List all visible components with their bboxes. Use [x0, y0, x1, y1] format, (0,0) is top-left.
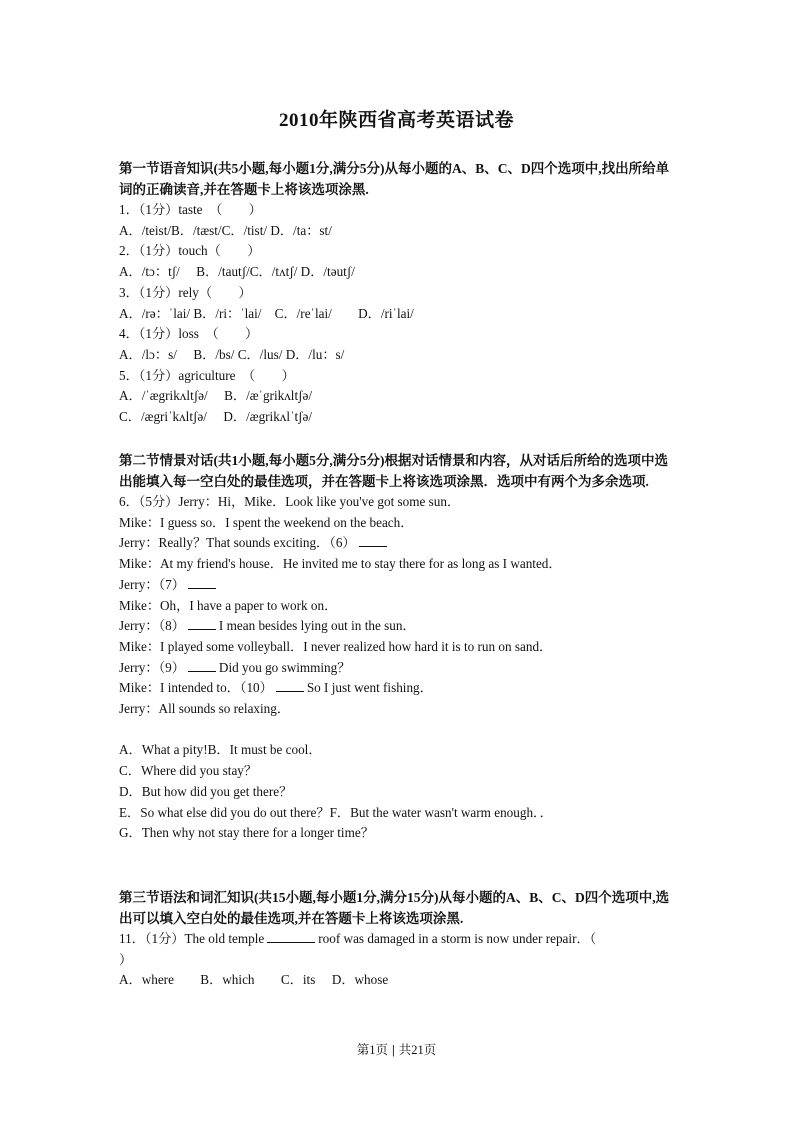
dialogue-text: Jerry：Really？That sounds exciting．（6） — [119, 535, 356, 551]
options-line: A．/tɔ：tʃ/ B．/tautʃ/C．/tʌtʃ/ D．/təutʃ/ — [119, 264, 355, 280]
question-text: roof was damaged in a storm is now under repair．（ — [318, 931, 597, 946]
dialogue-line: Mike：Oh，I have a paper to work on． — [119, 597, 338, 613]
options-line: A．What a pity!B．It must be cool． — [119, 742, 322, 758]
dialogue-line: Jerry：All sounds so relaxing． — [119, 701, 291, 717]
page-footer — [0, 1040, 793, 1058]
question-line: 3．（1分）rely（ ） — [119, 284, 252, 300]
answer-blank — [188, 616, 216, 630]
question-line: ） — [119, 951, 133, 967]
page-total: 共21页 — [398, 1043, 437, 1057]
page-number: 第1页 — [356, 1043, 388, 1057]
options-line: G．Then why not stay there for a longer time？ — [119, 825, 374, 841]
dialogue-text: I mean besides lying out in the sun． — [218, 618, 416, 634]
spacer — [119, 720, 679, 741]
dialogue-text: So I just went fishing． — [306, 680, 433, 696]
dialogue-line: Mike：I played some volleyball．I never realized how hard it is to run on sand． — [119, 638, 553, 654]
dialogue-line — [119, 533, 679, 554]
answer-blank — [276, 678, 304, 692]
question-line: 4．（1分）loss （ ） — [119, 326, 259, 342]
options-line: E．So what else did you do out there？F．But the water wasn't warm enough．． — [119, 804, 553, 820]
footer-separator: | — [391, 1043, 395, 1057]
dialogue-line — [119, 678, 679, 699]
options-line: C．/ægriˈkʌltʃə/ D．/ægrikʌlˈtʃə/ — [119, 409, 313, 425]
answer-blank — [267, 929, 315, 943]
question-text: 11．（1分）The old temple — [119, 931, 265, 946]
dialogue-line — [119, 616, 679, 637]
answer-blank — [188, 658, 216, 672]
page-title: 2010年陕西省高考英语试卷 — [278, 110, 514, 131]
options-line: A．/rə：ˈlai/ B．/ri：ˈlai/ C．/reˈlai/ D．/riˈlai/ — [119, 305, 414, 321]
dialogue-text: Jerry：（7） — [119, 576, 185, 592]
section-heading: 第二节情景对话(共1小题,每小题5分,满分5分)根据对话情景和内容，从对话后所给的选项中选出能填入每一空白处的最佳选项，并在答题卡上将该选项涂黑．选项中有两个为多余选项. — [119, 453, 668, 489]
section-heading: 第三节语法和词汇知识(共15小题,每小题1分,满分15分)从每小题的A、B、C、D四个选项中,选出可以填入空白处的最佳选项,并在答题卡上将该选项涂黑. — [119, 890, 670, 926]
section-phonetics — [119, 159, 679, 428]
question-line: 5．（1分）agriculture （ ） — [119, 367, 295, 383]
section-dialogue — [119, 451, 679, 844]
answer-blank — [359, 533, 387, 547]
dialogue-line — [119, 575, 679, 596]
answer-blank — [188, 575, 216, 589]
dialogue-text: Jerry：（9） — [119, 659, 185, 675]
options-line: D．But how did you get there？ — [119, 783, 293, 799]
question-line — [119, 929, 679, 950]
section-heading: 第一节语音知识(共5小题,每小题1分,满分5分)从每小题的A、B、C、D四个选项中,找出所给单词的正确读音,并在答题卡上将该选项涂黑. — [119, 161, 670, 197]
dialogue-line: Mike：At my friend's house．He invited me to stay there for as long as I wanted． — [119, 556, 562, 572]
dialogue-text: Did you go swimming？ — [218, 659, 351, 675]
options-line: A．/ˈægrikʌltʃə/ B．/æˈgrikʌltʃə/ — [119, 388, 313, 404]
section-grammar — [119, 888, 679, 991]
options-line: A．/teist/B．/tæst/C．/tist/ D．/ta：st/ — [119, 222, 332, 238]
options-line: A．where B．which C．its D．whose — [119, 972, 389, 988]
options-line: A．/lɔ：s/ B．/bs/ C．/lus/ D．/lu：s/ — [119, 346, 345, 362]
question-line: 1．（1分）taste （ ） — [119, 202, 262, 217]
question-line: 2．（1分）touch（ ） — [119, 243, 261, 259]
dialogue-line: Mike：I guess so．I spent the weekend on the beach． — [119, 514, 414, 530]
dialogue-text: Jerry：（8） — [119, 618, 185, 634]
dialogue-line: 6．（5分）Jerry：Hi，Mike．Look like you've got some sun． — [119, 494, 461, 509]
dialogue-text: Mike：I intended to．（10） — [119, 680, 273, 696]
options-line: C．Where did you stay？ — [119, 763, 258, 779]
dialogue-line — [119, 658, 679, 679]
